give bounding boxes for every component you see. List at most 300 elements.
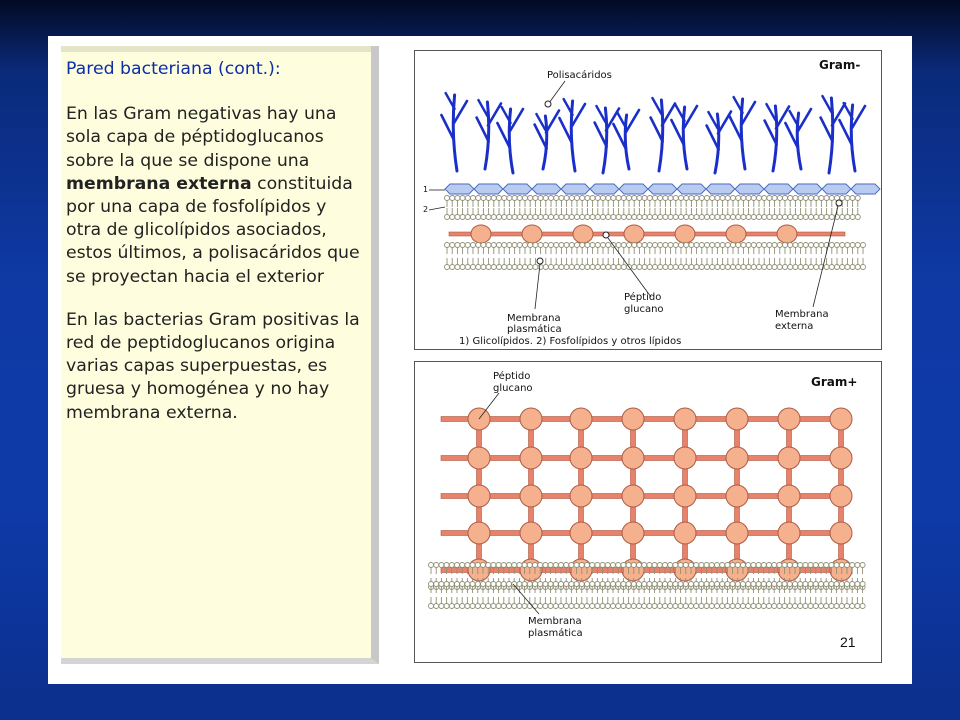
- inner-lipid-lower-head: [632, 265, 637, 270]
- glycolipid-unit: [793, 184, 822, 194]
- gp-lipid2-upper-head: [621, 582, 626, 587]
- gp-lipid2-upper-head: [663, 582, 668, 587]
- inner-lipid-upper-head: [694, 243, 699, 248]
- gp-lipid-upper-head: [553, 563, 558, 568]
- gp-lipid-upper-head: [533, 563, 538, 568]
- gp-lipid2-lower-head: [709, 604, 714, 609]
- mesh-node: [570, 447, 592, 469]
- gp-lipid2-upper-head: [616, 582, 621, 587]
- outer-lipid-lower-head: [502, 215, 507, 220]
- gp-lipid-upper-head: [470, 563, 475, 568]
- inner-lipid-lower-head: [684, 265, 689, 270]
- mesh-node: [726, 522, 748, 544]
- outer-lipid-lower-head: [694, 215, 699, 220]
- gp-lipid2-lower-head: [559, 604, 564, 609]
- gp-lipid2-upper-head: [741, 582, 746, 587]
- outer-lipid-upper-head: [512, 196, 517, 201]
- gp-lipid2-lower-head: [683, 604, 688, 609]
- gp-lipid-upper-head: [725, 563, 730, 568]
- inner-lipid-upper-head: [512, 243, 517, 248]
- polysaccharide-branch: [572, 104, 585, 126]
- inner-lipid-upper-head: [445, 243, 450, 248]
- outer-lipid-lower-head: [621, 215, 626, 220]
- glycolipid-unit: [706, 184, 735, 194]
- inner-lipid-upper-head: [621, 243, 626, 248]
- gp-lipid2-lower-head: [517, 604, 522, 609]
- outer-lipid-upper-head: [762, 196, 767, 201]
- gp-lipid2-upper-head: [611, 582, 616, 587]
- gp-lipid2-lower-head: [543, 604, 548, 609]
- glycolipid-unit: [561, 184, 590, 194]
- outer-lipid-lower-head: [829, 215, 834, 220]
- inner-lipid-upper-head: [741, 243, 746, 248]
- gp-lipid2-upper-head: [855, 582, 860, 587]
- inner-lipid-upper-head: [783, 243, 788, 248]
- inner-lipid-lower-head: [673, 265, 678, 270]
- outer-lipid-lower-head: [647, 215, 652, 220]
- gp-lipid2-lower-head: [725, 604, 730, 609]
- gp-lipid-upper-head: [715, 563, 720, 568]
- gp-lipid2-lower-head: [569, 604, 574, 609]
- gp-lipid2-lower-head: [782, 604, 787, 609]
- gp-lipid-upper-head: [777, 563, 782, 568]
- outer-lipid-upper-head: [580, 196, 585, 201]
- gp-lipid-upper-head: [590, 563, 595, 568]
- polysaccharide-branch: [441, 115, 453, 139]
- outer-lipid-lower-head: [497, 215, 502, 220]
- outer-lipid-lower-head: [538, 215, 543, 220]
- polysaccharide-branch: [765, 121, 777, 145]
- gp-lipid2-upper-head: [777, 582, 782, 587]
- gp-lipid2-upper-head: [585, 582, 590, 587]
- gp-lipid2-upper-head: [439, 582, 444, 587]
- outer-lipid-lower-head: [569, 215, 574, 220]
- gp-lipid2-lower-head: [621, 604, 626, 609]
- gp-lipid-upper-head: [429, 563, 434, 568]
- inner-lipid-lower-head: [637, 265, 642, 270]
- gp-lipid2-lower-head: [777, 604, 782, 609]
- inner-lipid-upper-head: [486, 243, 491, 248]
- inner-lipid-upper-head: [523, 243, 528, 248]
- gp-lipid2-upper-head: [715, 582, 720, 587]
- polysaccharide-chains: [441, 93, 865, 173]
- inner-lipid-lower-head: [523, 265, 528, 270]
- polysaccharide-branch: [707, 126, 719, 150]
- gp-lipid2-upper-head: [845, 582, 850, 587]
- inner-lipid-lower-head: [653, 265, 658, 270]
- inner-lipid-upper-head: [580, 243, 585, 248]
- inner-lipid-upper-head: [450, 243, 455, 248]
- inner-lipid-lower-head: [751, 265, 756, 270]
- text-panel: [61, 46, 379, 664]
- gp-lipid-upper-head: [704, 563, 709, 568]
- gp-lipid2-upper-head: [678, 582, 683, 587]
- inner-lipid-lower-head: [699, 265, 704, 270]
- gp-lipid2-upper-head: [533, 582, 538, 587]
- label-membrana-gp-line2: plasmática: [528, 628, 583, 639]
- outer-lipid-lower-head: [710, 215, 715, 220]
- gp-lipid2-lower-head: [741, 604, 746, 609]
- gp-lipid2-upper-head: [709, 582, 714, 587]
- gp-lipid-upper-head: [663, 563, 668, 568]
- inner-lipid-lower-head: [528, 265, 533, 270]
- label-membrana-externa-line2: externa: [775, 321, 814, 332]
- leader-polisacaridos: [549, 81, 565, 103]
- gp-lipid2-upper-head: [460, 582, 465, 587]
- outer-lipid-upper-head: [616, 196, 621, 201]
- glycolipid-unit: [503, 184, 532, 194]
- outer-lipid-lower-head: [455, 215, 460, 220]
- mesh-node: [622, 485, 644, 507]
- gp-lipid2-lower-head: [798, 604, 803, 609]
- gp-lipid-upper-head: [756, 563, 761, 568]
- outer-lipid-lower-head: [819, 215, 824, 220]
- peptidoglycan-node: [573, 225, 593, 243]
- inner-lipid-lower-head: [803, 265, 808, 270]
- outer-lipid-lower-head: [699, 215, 704, 220]
- gp-lipid2-upper-head: [522, 582, 527, 587]
- gp-lipid-upper-head: [527, 563, 532, 568]
- gp-lipid2-lower-head: [637, 604, 642, 609]
- outer-lipid-lower-head: [725, 215, 730, 220]
- gp-lipid2-upper-head: [470, 582, 475, 587]
- gp-lipid-upper-head: [767, 563, 772, 568]
- outer-lipid-upper-head: [694, 196, 699, 201]
- gp-lipid2-upper-head: [746, 582, 751, 587]
- gp-lipid-upper-head: [829, 563, 834, 568]
- gp-lipid2-upper-head: [449, 582, 454, 587]
- inner-lipid-upper-head: [736, 243, 741, 248]
- outer-lipid-upper-head: [809, 196, 814, 201]
- inner-lipid-upper-head: [855, 243, 860, 248]
- outer-lipid-lower-head: [824, 215, 829, 220]
- panel-content: [66, 58, 366, 445]
- gp-lipid2-lower-head: [611, 604, 616, 609]
- gp-lipid-upper-head: [574, 563, 579, 568]
- outer-lipid-lower-head: [705, 215, 710, 220]
- gp-lipid2-upper-head: [595, 582, 600, 587]
- outer-lipid-lower-head: [523, 215, 528, 220]
- polysaccharide-branch: [626, 110, 639, 132]
- gp-lipid-upper-head: [798, 563, 803, 568]
- inner-lipid-lower-head: [668, 265, 673, 270]
- inner-lipid-upper-head: [465, 243, 470, 248]
- gram-negative-caption: 1) Glicolípidos. 2) Fosfolípidos y otros lípidos: [459, 336, 682, 347]
- inner-lipid-upper-head: [549, 243, 554, 248]
- outer-lipid-upper-head: [663, 196, 668, 201]
- inner-lipid-upper-head: [517, 243, 522, 248]
- inner-lipid-lower-head: [538, 265, 543, 270]
- gp-lipid-upper-head: [579, 563, 584, 568]
- gp-lipid2-lower-head: [829, 604, 834, 609]
- polysaccharide-branch: [839, 120, 851, 144]
- outer-membrane-lipid-layer: [445, 196, 861, 220]
- gp-lipid2-upper-head: [683, 582, 688, 587]
- inner-lipid-lower-head: [725, 265, 730, 270]
- inner-lipid-lower-head: [793, 265, 798, 270]
- inner-lipid-upper-head: [731, 243, 736, 248]
- outer-lipid-lower-head: [533, 215, 538, 220]
- inner-lipid-upper-head: [673, 243, 678, 248]
- polysaccharide-branch: [671, 120, 683, 144]
- gp-lipid-upper-head: [569, 563, 574, 568]
- gp-lipid2-upper-head: [668, 582, 673, 587]
- outer-lipid-lower-head: [476, 215, 481, 220]
- inner-lipid-upper-head: [746, 243, 751, 248]
- inner-lipid-upper-head: [798, 243, 803, 248]
- outer-lipid-lower-head: [798, 215, 803, 220]
- leader-membrana-plasmatica: [535, 264, 540, 309]
- inner-lipid-upper-head: [679, 243, 684, 248]
- gp-lipid-upper-head: [559, 563, 564, 568]
- polysaccharide-branch: [798, 109, 811, 131]
- outer-lipid-upper-head: [751, 196, 756, 201]
- outer-lipid-lower-head: [491, 215, 496, 220]
- inner-lipid-lower-head: [642, 265, 647, 270]
- outer-lipid-upper-head: [798, 196, 803, 201]
- layer-number-2: 2: [423, 205, 429, 214]
- gp-lipid2-upper-head: [824, 582, 829, 587]
- gp-lipid-upper-head: [673, 563, 678, 568]
- inner-lipid-lower-head: [445, 265, 450, 270]
- gp-lipid-upper-head: [517, 563, 522, 568]
- gp-lipid2-upper-head: [574, 582, 579, 587]
- inner-lipid-upper-head: [497, 243, 502, 248]
- gp-lipid2-lower-head: [626, 604, 631, 609]
- gp-lipid2-upper-head: [735, 582, 740, 587]
- inner-lipid-upper-head: [491, 243, 496, 248]
- mesh-node: [830, 522, 852, 544]
- gp-lipid-upper-head: [839, 563, 844, 568]
- gp-lipid2-upper-head: [465, 582, 470, 587]
- gp-lipid2-upper-head: [699, 582, 704, 587]
- inner-lipid-lower-head: [569, 265, 574, 270]
- gp-lipid2-lower-head: [600, 604, 605, 609]
- gp-lipid-upper-head: [564, 563, 569, 568]
- outer-lipid-lower-head: [767, 215, 772, 220]
- outer-lipid-upper-head: [673, 196, 678, 201]
- gp-lipid2-lower-head: [663, 604, 668, 609]
- gp-lipid-upper-head: [611, 563, 616, 568]
- gp-lipid-upper-head: [730, 563, 735, 568]
- gp-lipid2-lower-head: [449, 604, 454, 609]
- gp-lipid2-lower-head: [642, 604, 647, 609]
- outer-lipid-upper-head: [632, 196, 637, 201]
- outer-lipid-upper-head: [679, 196, 684, 201]
- gp-lipid-upper-head: [782, 563, 787, 568]
- gp-lipid-upper-head: [501, 563, 506, 568]
- outer-lipid-lower-head: [715, 215, 720, 220]
- gp-lipid-upper-head: [605, 563, 610, 568]
- gp-lipid2-upper-head: [772, 582, 777, 587]
- glycolipid-unit: [474, 184, 503, 194]
- outer-lipid-upper-head: [564, 196, 569, 201]
- gp-lipid-upper-head: [834, 563, 839, 568]
- gp-lipid2-lower-head: [496, 604, 501, 609]
- gp-lipid2-lower-head: [579, 604, 584, 609]
- gp-lipid-upper-head: [741, 563, 746, 568]
- inner-lipid-upper-head: [632, 243, 637, 248]
- gp-lipid2-upper-head: [819, 582, 824, 587]
- gp-lipid-upper-head: [600, 563, 605, 568]
- outer-lipid-upper-head: [725, 196, 730, 201]
- outer-lipid-upper-head: [569, 196, 574, 201]
- inner-lipid-upper-head: [725, 243, 730, 248]
- inner-lipid-upper-head: [710, 243, 715, 248]
- outer-lipid-lower-head: [559, 215, 564, 220]
- mesh-node: [778, 447, 800, 469]
- page-number: 21: [840, 634, 856, 650]
- mesh-node: [468, 447, 490, 469]
- outer-lipid-upper-head: [850, 196, 855, 201]
- polysaccharide-branch: [559, 118, 571, 142]
- outer-lipid-upper-head: [757, 196, 762, 201]
- inner-lipid-upper-head: [772, 243, 777, 248]
- mesh-node: [570, 522, 592, 544]
- gp-lipid2-lower-head: [585, 604, 590, 609]
- polysaccharide-branch: [651, 118, 663, 142]
- mesh-node: [520, 485, 542, 507]
- mesh-node: [622, 447, 644, 469]
- inner-lipid-upper-head: [601, 243, 606, 248]
- inner-lipid-lower-head: [757, 265, 762, 270]
- gp-lipid2-lower-head: [507, 604, 512, 609]
- inner-lipid-lower-head: [850, 265, 855, 270]
- inner-lipid-upper-head: [455, 243, 460, 248]
- plasma-membrane-lipid-layer: [445, 243, 866, 270]
- gp-lipid-upper-head: [637, 563, 642, 568]
- outer-lipid-upper-head: [658, 196, 663, 201]
- gp-lipid-upper-head: [709, 563, 714, 568]
- inner-lipid-lower-head: [647, 265, 652, 270]
- inner-lipid-lower-head: [476, 265, 481, 270]
- inner-lipid-upper-head: [481, 243, 486, 248]
- inner-lipid-lower-head: [486, 265, 491, 270]
- peptidoglycan-chain: [449, 225, 845, 243]
- outer-lipid-lower-head: [855, 215, 860, 220]
- gp-lipid-upper-head: [449, 563, 454, 568]
- inner-lipid-lower-head: [491, 265, 496, 270]
- mesh-node: [622, 522, 644, 544]
- gp-lipid-upper-head: [642, 563, 647, 568]
- inner-lipid-lower-head: [455, 265, 460, 270]
- inner-lipid-lower-head: [705, 265, 710, 270]
- outer-lipid-lower-head: [845, 215, 850, 220]
- glycolipid-unit: [619, 184, 648, 194]
- gp-lipid2-lower-head: [501, 604, 506, 609]
- gp-lipid2-lower-head: [808, 604, 813, 609]
- inner-lipid-lower-head: [658, 265, 663, 270]
- gp-lipid2-lower-head: [845, 604, 850, 609]
- peptidoglycan-node: [522, 225, 542, 243]
- inner-lipid-upper-head: [840, 243, 845, 248]
- gp-lipid2-upper-head: [761, 582, 766, 587]
- inner-lipid-upper-head: [606, 243, 611, 248]
- outer-lipid-upper-head: [777, 196, 782, 201]
- gp-lipid2-lower-head: [720, 604, 725, 609]
- gp-lipid2-lower-head: [470, 604, 475, 609]
- outer-lipid-lower-head: [450, 215, 455, 220]
- inner-lipid-lower-head: [559, 265, 564, 270]
- outer-lipid-lower-head: [788, 215, 793, 220]
- outer-lipid-upper-head: [731, 196, 736, 201]
- paragraph-gram-negative: [66, 103, 366, 289]
- inner-lipid-upper-head: [642, 243, 647, 248]
- gp-lipid2-lower-head: [574, 604, 579, 609]
- inner-lipid-upper-head: [668, 243, 673, 248]
- gp-lipid2-lower-head: [434, 604, 439, 609]
- gp-lipid2-upper-head: [569, 582, 574, 587]
- polysaccharide-strand: [851, 105, 855, 171]
- mesh-node: [520, 559, 542, 581]
- gp-lipid2-lower-head: [678, 604, 683, 609]
- peptidoglycan-node: [675, 225, 695, 243]
- outer-lipid-upper-head: [476, 196, 481, 201]
- outer-lipid-upper-head: [829, 196, 834, 201]
- inner-lipid-upper-head: [751, 243, 756, 248]
- outer-lipid-upper-head: [845, 196, 850, 201]
- gp-lipid2-lower-head: [839, 604, 844, 609]
- paragraph-gram-positive: En las bacterias Gram positivas la red de peptidoglucanos origina varias capas superpuestas, es gruesa y homogénea y no hay membrana externa.: [66, 309, 360, 423]
- outer-lipid-upper-head: [507, 196, 512, 201]
- gp-lipid2-lower-head: [475, 604, 480, 609]
- polysaccharide-strand: [625, 115, 629, 169]
- outer-lipid-upper-head: [689, 196, 694, 201]
- gp-lipid-upper-head: [720, 563, 725, 568]
- outer-lipid-upper-head: [627, 196, 632, 201]
- inner-lipid-upper-head: [538, 243, 543, 248]
- gp-lipid-upper-head: [845, 563, 850, 568]
- gp-lipid2-lower-head: [439, 604, 444, 609]
- gp-lipid2-lower-head: [481, 604, 486, 609]
- outer-lipid-upper-head: [491, 196, 496, 201]
- inner-lipid-lower-head: [512, 265, 517, 270]
- polysaccharide-strand: [509, 109, 513, 173]
- gp-lipid2-lower-head: [787, 604, 792, 609]
- outer-lipid-lower-head: [840, 215, 845, 220]
- gp-lipid2-lower-head: [590, 604, 595, 609]
- inner-lipid-upper-head: [575, 243, 580, 248]
- gp-lipid2-upper-head: [564, 582, 569, 587]
- gram-positive-svg: [415, 362, 881, 662]
- gp-lipid2-upper-head: [548, 582, 553, 587]
- inner-lipid-upper-head: [850, 243, 855, 248]
- gp-lipid2-upper-head: [694, 582, 699, 587]
- gp-lipid2-upper-head: [839, 582, 844, 587]
- inner-lipid-lower-head: [481, 265, 486, 270]
- inner-lipid-upper-head: [767, 243, 772, 248]
- inner-lipid-upper-head: [809, 243, 814, 248]
- gp-lipid2-lower-head: [512, 604, 517, 609]
- gp-lipid2-lower-head: [855, 604, 860, 609]
- layer-number-1: 1: [423, 185, 429, 194]
- inner-lipid-lower-head: [595, 265, 600, 270]
- gp-lipid2-upper-head: [657, 582, 662, 587]
- outer-lipid-lower-head: [611, 215, 616, 220]
- gp-lipid-upper-head: [491, 563, 496, 568]
- inner-lipid-lower-head: [554, 265, 559, 270]
- outer-lipid-lower-head: [757, 215, 762, 220]
- polysaccharide-branch: [488, 104, 501, 126]
- outer-lipid-upper-head: [585, 196, 590, 201]
- outer-lipid-upper-head: [554, 196, 559, 201]
- outer-lipid-lower-head: [465, 215, 470, 220]
- outer-lipid-lower-head: [507, 215, 512, 220]
- gp-lipid2-lower-head: [631, 604, 636, 609]
- slide: [48, 36, 912, 684]
- gp-lipid2-lower-head: [564, 604, 569, 609]
- gp-lipid2-lower-head: [455, 604, 460, 609]
